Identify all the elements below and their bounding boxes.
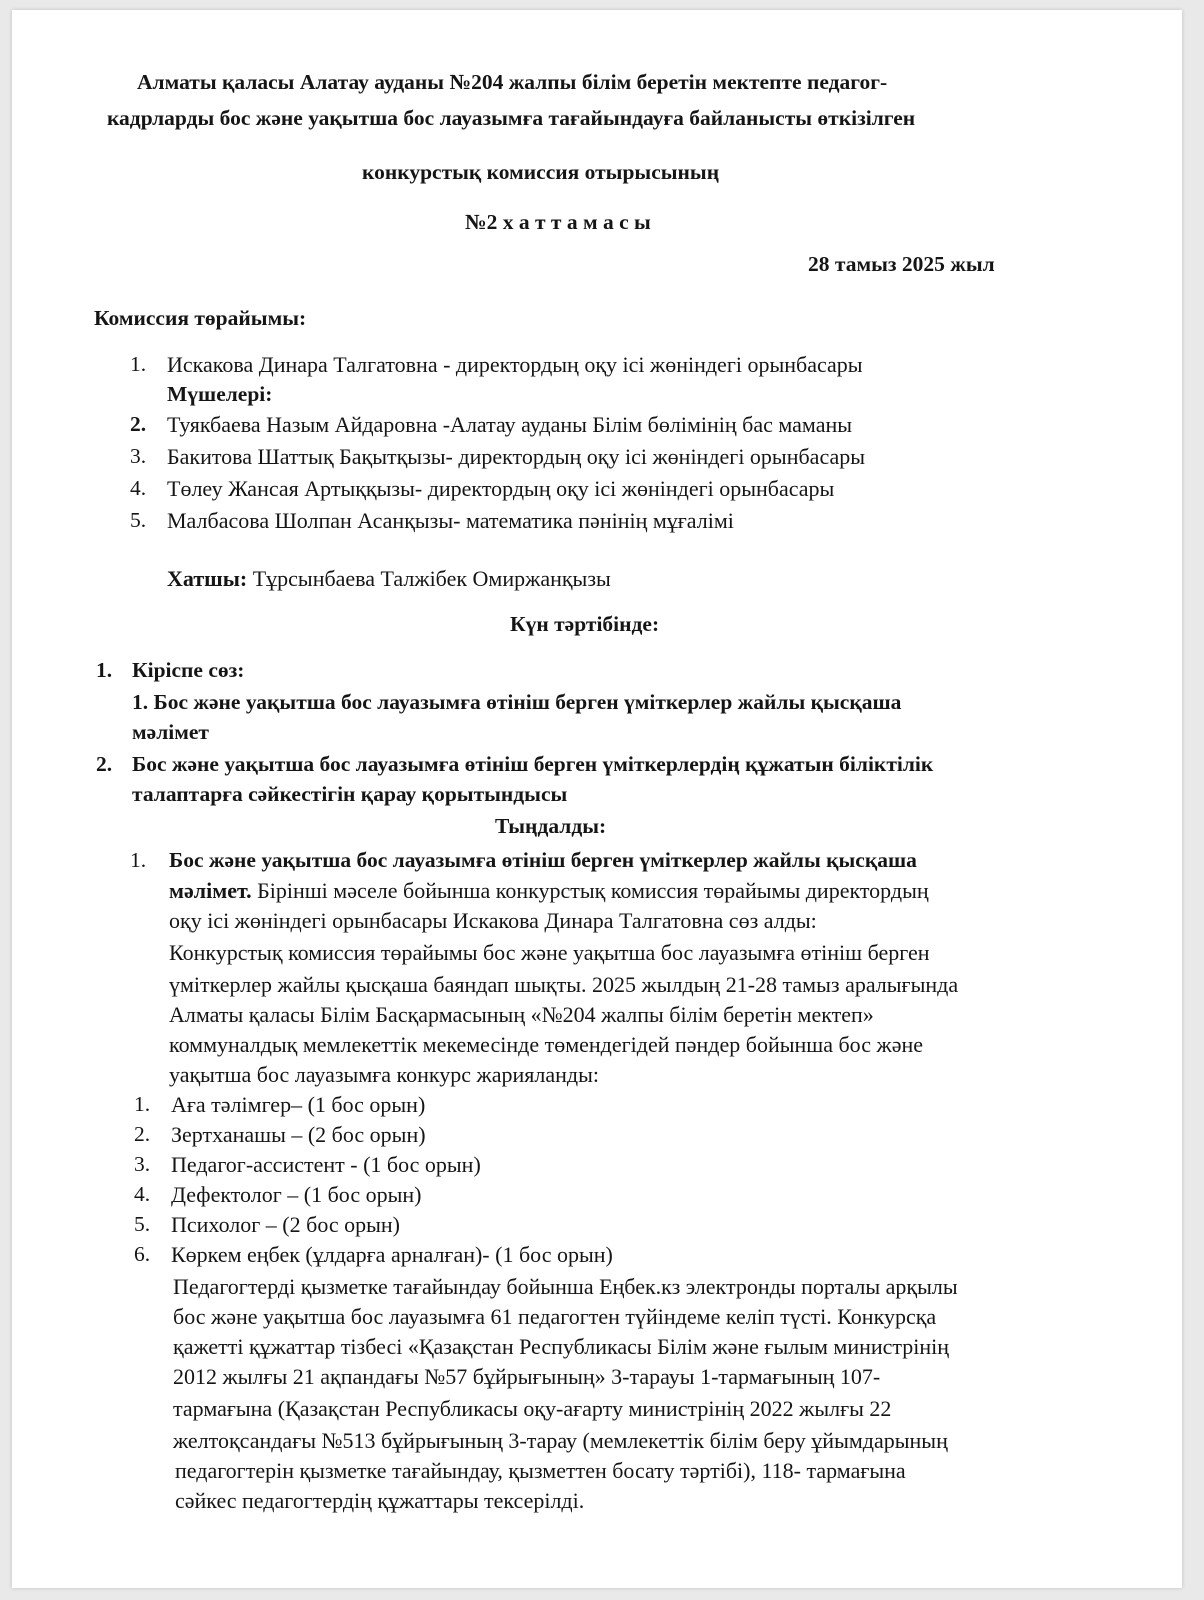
position-number: 2.	[134, 1122, 151, 1146]
secretary-line	[167, 566, 611, 592]
heard-heading: Тыңдалды:	[495, 814, 607, 838]
agenda-item-number: 2.	[96, 752, 113, 776]
position-item: Дефектолог – (1 бос орын)	[171, 1182, 422, 1207]
member-number: 4.	[130, 476, 147, 500]
position-number: 3.	[134, 1152, 151, 1176]
agenda-item-2-line-2: талаптарға сәйкестігін қарау қорытындысы	[132, 782, 568, 806]
position-item: Аға тәлімгер– (1 бос орын)	[171, 1092, 426, 1117]
title-line-2: кадрларды бос және уақытша бос лауазымға тағайындауға байланысты өткізілген	[107, 106, 916, 130]
heard-line-3: оқу ісі жөніндегі орынбасары Искакова Динара Талгатовна сөз алды:	[169, 908, 817, 933]
final-line: Педагогтерді қызметке тағайындау бойынша Еңбек.кз электронды порталы арқылы	[173, 1274, 958, 1299]
final-line: қажетті құжаттар тізбесі «Қазақстан Республикасы Білім және ғылым министрінің	[173, 1334, 950, 1359]
heard-bold-line-2: мәлімет.	[169, 878, 252, 903]
heard-line-2	[169, 878, 929, 904]
final-line: педагогтерін қызметке тағайындау, қызметтен босату тәртібі), 118- тармағына	[175, 1458, 906, 1483]
position-number: 4.	[134, 1182, 151, 1206]
final-line: тармағына (Қазақстан Республикасы оқу-ағарту министрінің 2022 жылғы 22	[173, 1396, 892, 1421]
final-line: 2012 жылғы 21 ақпандағы №57 бұйрығының» 3-тарауы 1-тармағының 107-	[173, 1364, 881, 1389]
member-number: 3.	[130, 444, 147, 468]
heard-line-6: Алматы қаласы Білім Басқармасының «№204 жалпы білім беретін мектеп»	[169, 1002, 874, 1027]
title-line-3: конкурстық комиссия отырысының	[362, 160, 720, 184]
heard-line-4: Конкурстық комиссия төрайымы бос және уақытша бос лауазымға өтініш берген	[169, 940, 930, 965]
heard-line-8: уақытша бос лауазымға конкурс жарияланды:	[169, 1062, 599, 1087]
position-number: 6.	[134, 1242, 151, 1266]
position-item: Психолог – (2 бос орын)	[171, 1212, 401, 1237]
secretary-name: Тұрсынбаева Талжібек Омиржанқызы	[247, 566, 611, 591]
member-item: Бакитова Шаттық Бақытқызы- директордың оқу ісі жөніндегі орынбасары	[167, 444, 866, 469]
document-date: 28 тамыз 2025 жыл	[808, 252, 995, 276]
secretary-label: Хатшы:	[167, 566, 248, 591]
heard-line-7: коммуналдық мемлекеттік мекемесінде төмендегідей пәндер бойынша бос және	[169, 1032, 923, 1057]
agenda-item-2-line-1: Бос және уақытша бос лауазымға өтініш берген үміткерлердің құжатын біліктілік	[132, 752, 934, 776]
members-label: Мүшелері:	[167, 382, 273, 406]
title-line-1: Алматы қаласы Алатау ауданы №204 жалпы білім беретін мектепте педагог-	[137, 70, 888, 94]
position-item: Педагог-ассистент - (1 бос орын)	[171, 1152, 481, 1177]
agenda-item-1: Кіріспе сөз:	[132, 658, 245, 682]
member-item: Туякбаева Назым Айдаровна -Алатау ауданы Білім бөлімінің бас маманы	[167, 412, 853, 437]
heard-line-5: үміткерлер жайлы қысқаша баяндап шықты. 2025 жылдың 21-28 тамыз аралығында	[169, 972, 959, 997]
position-item: Көркем еңбек (ұлдарға арналған)- (1 бос орын)	[171, 1242, 613, 1267]
position-number: 1.	[134, 1092, 151, 1116]
final-line: сәйкес педагогтердің құжаттары тексерілді.	[175, 1488, 585, 1513]
chair-label: Комиссия төрайымы:	[94, 306, 307, 330]
member-item: Төлеу Жансая Артыққызы- директордың оқу ісі жөніндегі орынбасары	[167, 476, 835, 501]
final-line: желтоқсандағы №513 бұйрығының 3-тарау (мемлекеттік білім беру ұйымдарының	[173, 1428, 948, 1453]
document-page	[12, 10, 1182, 1588]
heard-item-number: 1.	[130, 848, 147, 872]
final-line: бос және уақытша бос лауазымға 61 педагогтен түйіндеме келіп түсті. Конкурсқа	[173, 1304, 937, 1329]
agenda-item-1-sub-line-1: 1. Бос және уақытша бос лауазымға өтініш берген үміткерлер жайлы қысқаша	[132, 690, 902, 714]
position-number: 5.	[134, 1212, 151, 1236]
agenda-item-number: 1.	[96, 658, 113, 682]
chair-name: Искакова Динара Талгатовна - директордың оқу ісі жөніндегі орынбасары	[167, 352, 863, 377]
protocol-number: №2 х а т т а м а с ы	[465, 210, 651, 234]
member-number: 2.	[130, 412, 147, 436]
agenda-heading: Күн тәртібінде:	[510, 612, 660, 636]
member-number: 5.	[130, 508, 147, 532]
heard-rest-line-2: Бірінші мәселе бойынша конкурстық комиссия төрайымы директордың	[251, 878, 929, 903]
heard-bold-line-1: Бос және уақытша бос лауазымға өтініш берген үміткерлер жайлы қысқаша	[169, 848, 917, 872]
agenda-item-1-sub-line-2: мәлімет	[132, 720, 209, 744]
position-item: Зертханашы – (2 бос орын)	[171, 1122, 426, 1147]
member-item: Малбасова Шолпан Асанқызы- математика пәнінің мұғалімі	[167, 508, 734, 533]
chair-number: 1.	[130, 352, 147, 376]
